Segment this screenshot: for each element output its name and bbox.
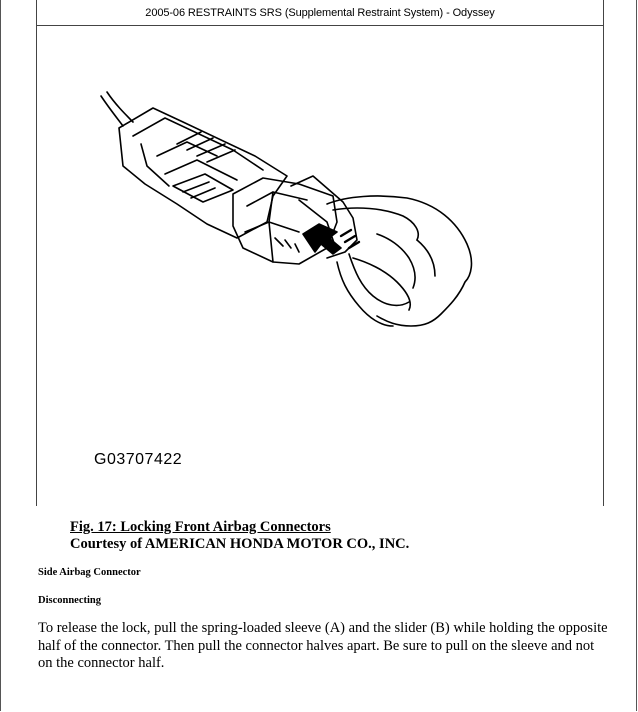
connector-sleeve (233, 178, 337, 264)
caption-credit: Courtesy of AMERICAN HONDA MOTOR CO., INC. (70, 536, 410, 552)
connector-rear-body (119, 108, 287, 238)
wire-upper (101, 96, 123, 126)
figure-id-label: G03707422 (94, 451, 183, 468)
header-title: 2005-06 RESTRAINTS SRS (Supplemental Restraint System) - Odyssey (145, 6, 495, 19)
caption-title: Fig. 17: Locking Front Airbag Connectors (70, 519, 331, 535)
instructions-paragraph: To release the lock, pull the spring-loaded sleeve (A) and the slider (B) while holding the opposite half of the connector. Then pull the connector halves apart. Be sure to pull on the sleeve and not on the connector half. (38, 620, 608, 671)
disconnecting-heading: Disconnecting (38, 595, 101, 606)
hand (327, 196, 471, 326)
figure-area (36, 26, 604, 506)
connector-illustration (37, 26, 603, 506)
figure-caption (70, 519, 409, 553)
page-header (36, 0, 604, 26)
side-airbag-heading: Side Airbag Connector (38, 567, 141, 578)
wire-lower (107, 92, 133, 122)
